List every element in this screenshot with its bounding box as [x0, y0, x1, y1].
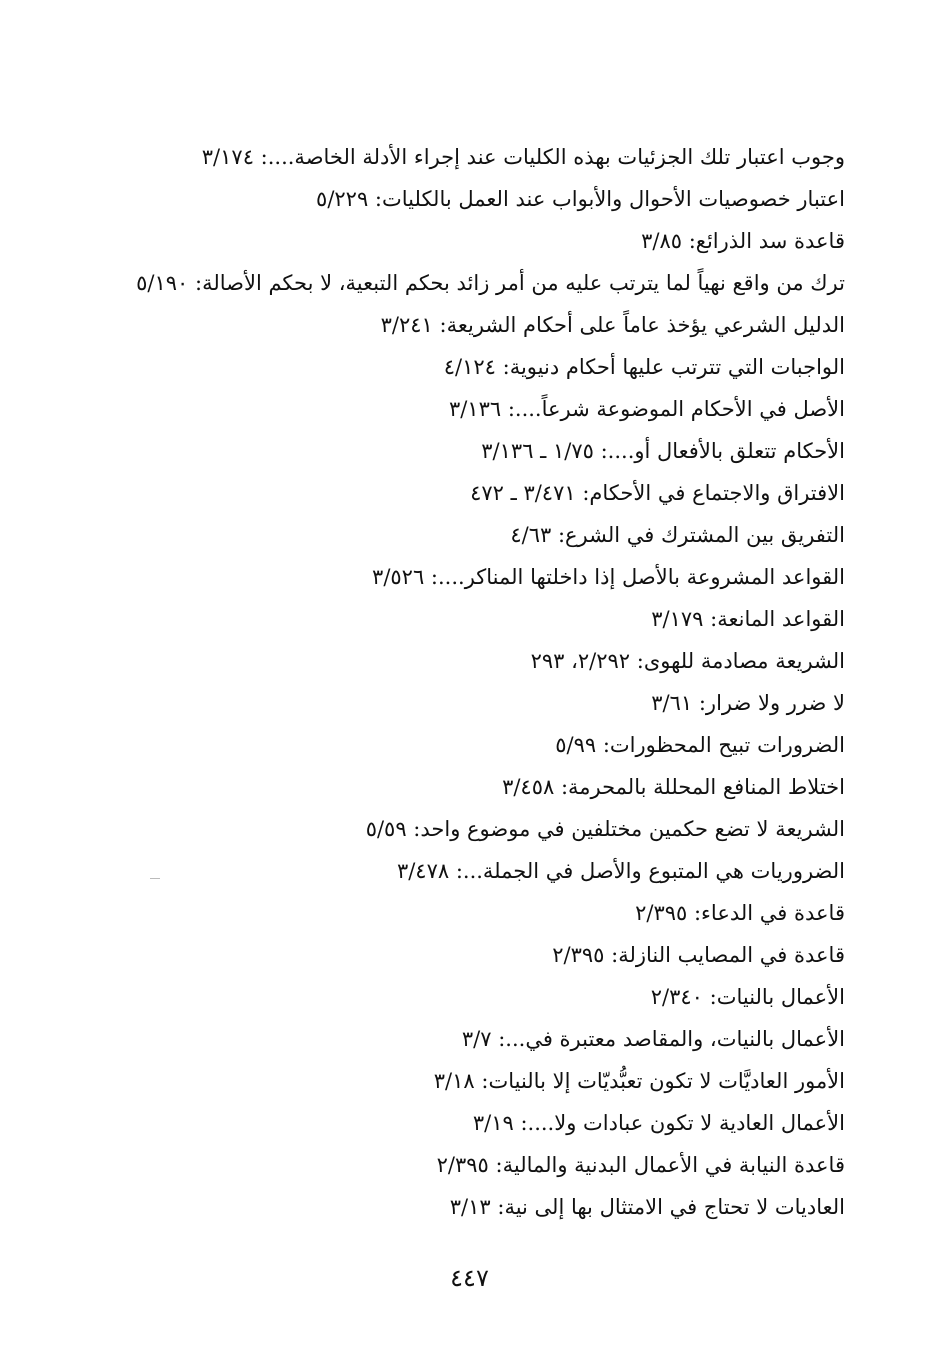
index-entry: الأعمال العادية لا تكون عبادات ولا....: ٣/١٩: [472, 1111, 845, 1135]
index-entry: التفريق بين المشترك في الشرع: ٤/٦٣: [510, 523, 845, 547]
index-entry: العاديات لا تحتاج في الامتثال بها إلى نية: ٣/١٣: [449, 1195, 845, 1219]
index-entry: اختلاط المنافع المحللة بالمحرمة: ٣/٤٥٨: [502, 775, 845, 799]
index-entry: قاعدة النيابة في الأعمال البدنية والمالية: ٢/٣٩٥: [436, 1153, 845, 1177]
index-entry: الافتراق والاجتماع في الأحكام: ٣/٤٧١ ـ ٤٧٢: [470, 481, 845, 505]
index-entry: قاعدة في المصايب النازلة: ٢/٣٩٥: [552, 943, 845, 967]
index-entry: الأعمال بالنيات، والمقاصد معتبرة في...: ٣/٧: [461, 1027, 845, 1051]
index-entry: وجوب اعتبار تلك الجزئيات بهذه الكليات عند إجراء الأدلة الخاصة....: ٣/١٧٤: [201, 145, 845, 169]
index-entry: الشريعة مصادمة للهوى: ٢/٢٩٢، ٢٩٣: [530, 649, 845, 673]
index-entry: الدليل الشرعي يؤخذ عاماً على أحكام الشريعة: ٣/٢٤١: [380, 313, 845, 337]
index-entry: الشريعة لا تضع حكمين مختلفين في موضوع واحد: ٥/٥٩: [365, 817, 845, 841]
index-entry: لا ضرر ولا ضرار: ٣/٦١: [651, 691, 845, 715]
index-entry: ترك من واقع نهياً لما يترتب عليه من أمر زائد بحكم التبعية، لا بحكم الأصالة: ٥/١٩٠: [136, 271, 845, 295]
index-entry: الضروريات هي المتبوع والأصل في الجملة...: ٣/٤٧٨: [396, 859, 845, 883]
margin-mark: [150, 878, 160, 879]
index-entry: القواعد المانعة: ٣/١٧٩: [651, 607, 845, 631]
index-entry: الأحكام تتعلق بالأفعال أو....: ١/٧٥ ـ ٣/١٣٦: [481, 439, 845, 463]
index-entry: اعتبار خصوصيات الأحوال والأبواب عند العمل بالكليات: ٥/٢٢٩: [316, 187, 845, 211]
index-entry: الضرورات تبيح المحظورات: ٥/٩٩: [555, 733, 845, 757]
index-entry: القواعد المشروعة بالأصل إذا داخلتها المناكر....: ٣/٥٢٦: [372, 565, 845, 589]
index-entry-list: [85, 136, 845, 1228]
index-entry: الأصل في الأحكام الموضوعة شرعاً....: ٣/١٣٦: [448, 397, 845, 421]
index-entry: الواجبات التي تترتب عليها أحكام دنيوية: ٤/١٢٤: [443, 355, 845, 379]
page-number: ٤٤٧: [450, 1264, 489, 1292]
index-entry: قاعدة سد الذرائع: ٣/٨٥: [641, 229, 845, 253]
index-entry: الأمور العاديَّات لا تكون تعبُّديّات إلا بالنيات: ٣/١٨: [433, 1069, 845, 1093]
index-entry: الأعمال بالنيات: ٢/٣٤٠: [650, 985, 845, 1009]
index-entry: قاعدة في الدعاء: ٢/٣٩٥: [635, 901, 845, 925]
